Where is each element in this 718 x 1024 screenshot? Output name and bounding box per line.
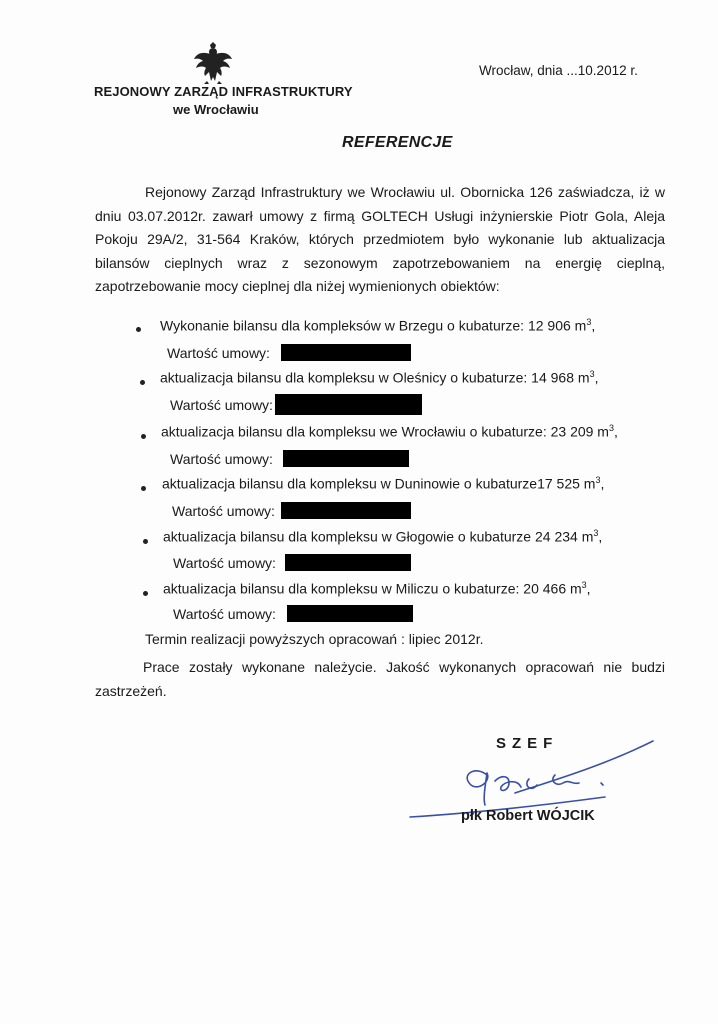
item-suffix: , [600,475,605,492]
list-item [161,423,618,440]
item-text: aktualizacja bilansu dla kompleksu w Głogowie o kubaturze 24 234 m [163,528,594,545]
contract-value-label: Wartość umowy: [167,345,270,361]
organization-name: REJONOWY ZARZĄD INFRASTRUKTURY [94,84,353,99]
closing-paragraph: Prace zostały wykonane należycie. Jakość wykonanych opracowań nie budzi zastrzeżeń. [95,659,665,699]
document-title: REFERENCJE [342,134,453,151]
item-unit-exponent: 3 [593,528,599,538]
item-suffix: , [598,528,603,545]
item-text: aktualizacja bilansu dla kompleksu w Miliczu o kubaturze: 20 466 m [163,580,582,597]
item-unit-exponent: 3 [589,369,595,379]
list-item [160,317,595,334]
item-text: aktualizacja bilansu dla kompleksu we Wrocławiu o kubaturze: 23 209 m [161,423,609,440]
organization-city: we Wrocławiu [173,102,259,117]
list-item [163,528,602,545]
redaction-bar [287,605,413,622]
redaction-bar [285,554,411,571]
item-text: aktualizacja bilansu dla kompleksu w Duninowie o kubaturze17 525 m [162,475,596,492]
completion-term: Termin realizacji powyższych opracowań : lipiec 2012r. [145,631,484,647]
contract-value-label: Wartość umowy: [170,451,273,467]
redaction-bar [283,450,409,467]
item-unit-exponent: 3 [595,475,601,485]
contract-value-label: Wartość umowy: [173,606,276,622]
bullet-icon [141,486,146,491]
contract-value-label: Wartość umowy: [172,503,275,519]
bullet-icon [136,327,141,332]
signatory-name: płk Robert WÓJCIK [461,808,595,824]
redaction-bar [275,394,422,415]
redaction-bar [281,502,411,519]
intro-paragraph: Rejonowy Zarząd Infrastruktury we Wrocławiu ul. Obornicka 126 zaświadcza, iż w dniu 03.07.2012r. zawarł umowy z firmą GOLTECH Usługi inżynierskie Piotr Gola, Aleja Pokoju 29A/2, 31-564 Kraków, których przedmiotem było wykonanie lub aktualizacja bilansów cieplnych wraz z sezonowym zapotrzebowaniem na energię cieplną, zapotrzebowanie mocy cieplnej dla niżej wymienionych obiektów: [95,184,665,294]
signatory-role: SZEF [496,735,559,752]
polish-eagle-emblem-icon [193,41,233,85]
item-suffix: , [591,317,596,334]
bullet-icon [143,539,148,544]
redaction-bar [281,344,411,361]
item-unit-exponent: 3 [581,580,587,590]
list-item [163,580,591,597]
bullet-icon [140,380,145,385]
item-unit-exponent: 3 [608,423,614,433]
bullet-icon [141,434,146,439]
list-item [162,475,604,492]
item-text: Wykonanie bilansu dla kompleksów w Brzegu o kubaturze: 12 906 m [160,317,587,334]
item-suffix: , [594,369,599,386]
item-suffix: , [586,580,591,597]
list-item [160,369,598,386]
item-text: aktualizacja bilansu dla kompleksu w Oleśnicy o kubaturze: 14 968 m [160,369,590,386]
item-suffix: , [614,423,618,440]
document-date: Wrocław, dnia ...10.2012 r. [479,63,638,78]
item-unit-exponent: 3 [586,317,592,327]
contract-value-label: Wartość umowy: [170,397,273,413]
bullet-icon [143,591,148,596]
contract-value-label: Wartość umowy: [173,555,276,571]
